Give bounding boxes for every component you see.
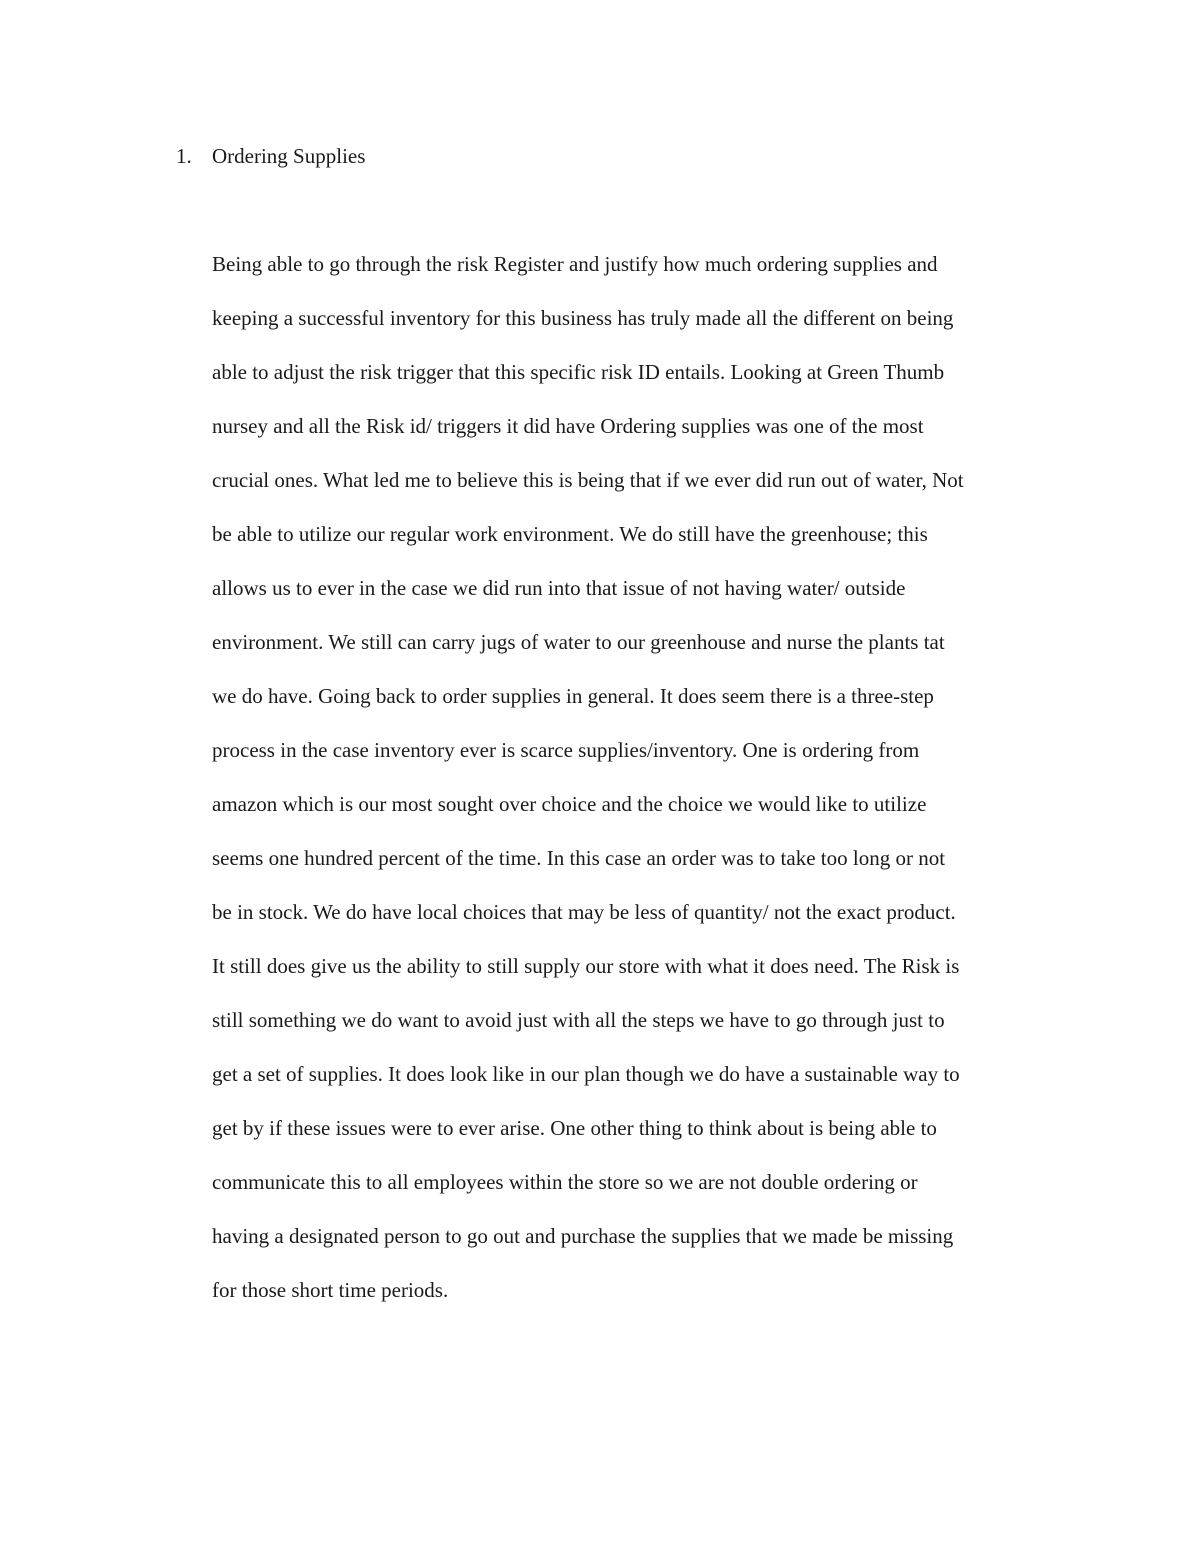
paragraph-line: be able to utilize our regular work environment. We do still have the greenhouse; this xyxy=(212,522,928,546)
paragraph-line: crucial ones. What led me to believe this is being that if we ever did run out of water, Not xyxy=(212,468,964,492)
paragraph-line: process in the case inventory ever is scarce supplies/inventory. One is ordering from xyxy=(212,738,920,762)
paragraph-line: communicate this to all employees within the store so we are not double ordering or xyxy=(212,1170,918,1194)
section-number: 1. xyxy=(176,144,192,168)
paragraph-line: get a set of supplies. It does look like in our plan though we do have a sustainable way to xyxy=(212,1062,960,1086)
paragraph-line: still something we do want to avoid just with all the steps we have to go through just to xyxy=(212,1008,945,1032)
paragraph-line: be in stock. We do have local choices that may be less of quantity/ not the exact product. xyxy=(212,900,956,924)
paragraph-line: get by if these issues were to ever arise. One other thing to think about is being able to xyxy=(212,1116,937,1140)
paragraph-line: environment. We still can carry jugs of water to our greenhouse and nurse the plants tat xyxy=(212,630,945,654)
body-paragraph xyxy=(212,248,1072,1328)
paragraph-line: seems one hundred percent of the time. In this case an order was to take too long or not xyxy=(212,846,946,870)
paragraph-line: able to adjust the risk trigger that this specific risk ID entails. Looking at Green Thumb xyxy=(212,360,945,384)
paragraph-line: we do have. Going back to order supplies in general. It does seem there is a three-step xyxy=(212,684,934,708)
paragraph-line: nursey and all the Risk id/ triggers it did have Ordering supplies was one of the most xyxy=(212,414,924,438)
paragraph-line: keeping a successful inventory for this business has truly made all the different on being xyxy=(212,306,954,330)
paragraph-line: amazon which is our most sought over choice and the choice we would like to utilize xyxy=(212,792,927,816)
paragraph-line: It still does give us the ability to still supply our store with what it does need. The Risk is xyxy=(212,954,960,978)
paragraph-line: for those short time periods. xyxy=(212,1278,449,1302)
paragraph-line: Being able to go through the risk Register and justify how much ordering supplies and xyxy=(212,252,938,276)
paragraph-line: having a designated person to go out and purchase the supplies that we made be missing xyxy=(212,1224,954,1248)
paragraph-line: allows us to ever in the case we did run into that issue of not having water/ outside xyxy=(212,576,906,600)
section-heading xyxy=(176,141,365,171)
section-title: Ordering Supplies xyxy=(212,144,366,168)
